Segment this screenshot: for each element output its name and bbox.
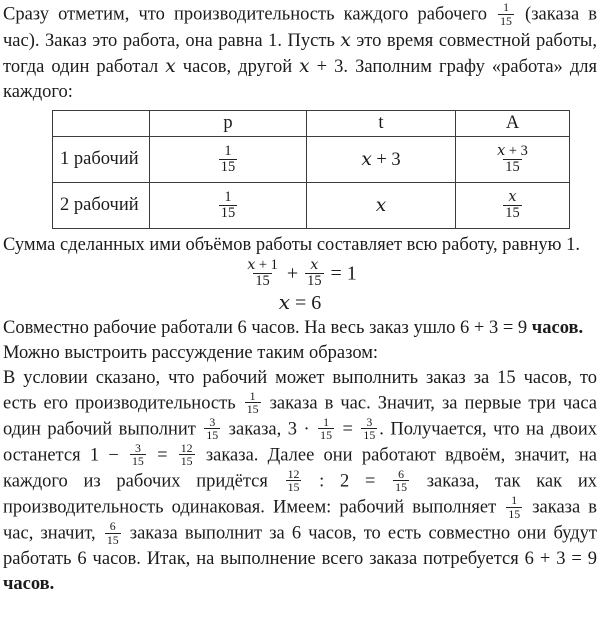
paragraph-sum: Сумма сделанных ими объёмов работы составляет всю работу, равную 1. [3, 235, 580, 256]
table-header-A: A [456, 111, 570, 137]
equation-solution: x = 6 [278, 289, 322, 314]
paragraph-alt-intro: Можно выстроить рассуждение таким образом: [3, 342, 379, 363]
table-header-t: t [307, 111, 456, 137]
work-rate-table [52, 110, 570, 229]
worker2-time: x [307, 183, 456, 229]
paragraph-answer: Совместно рабочие работали 6 часов. На весь заказ ушло 6 + 3 = 9 часов. [3, 317, 584, 338]
table-header-empty [53, 111, 150, 137]
worker1-work: $\frac{x + 3}{15}$ [456, 137, 570, 183]
paragraph-intro: Сразу отметим, что производительность каждого рабочего $\frac{1}{15}$ (заказа в час). Заказ это работа, она равна 1. Пусть x это время совместной работы, тогда один работал x часов, другой x + 3. Заполним графу «работа» для каждого: [3, 0, 598, 103]
worker1-time: x + 3 [307, 137, 456, 183]
equation-main: $\frac{x + 1}{15}$ + $\frac{x}{15}$ = 1 [247, 257, 357, 290]
worker2-work: $\frac{x}{15}$ [456, 183, 570, 229]
table-row-worker1 [53, 137, 570, 183]
worker2-rate: $\frac{1}{15}$ [150, 183, 307, 229]
worker1-label: 1 рабочий [53, 137, 150, 183]
worker1-rate: $\frac{1}{15}$ [150, 137, 307, 183]
paragraph-alt-solution: В условии сказано, что рабочий может выполнить заказ за 15 часов, то есть его производительность $\frac{1}{15}$ заказа в час. Значит, за первые три часа один рабочий выполнит $\frac{3}{15}$ заказа, 3 · $\frac{1}{15}$ = $\frac{3}{15}$ . Получается, что на двоих останется 1 − $\frac{3}{15}$ = $\frac{12}{15}$ заказа. Далее они работают вдвоём, значит, на каждого из рабочих придётся $\frac{12}{15}$ : 2 = $\frac{6}{15}$ заказа, так как их производительность одинаковая. Имеем: рабочий выполняет $\frac{1}{15}$ заказа в час, значит, $\frac{6}{15}$ заказа выполнит за 6 часов, то есть совместно они будут работать 6 часов. Итак, на выполнение всего заказа потребуется 6 + 3 = 9 часов. [3, 367, 598, 595]
worker2-label: 2 рабочий [53, 183, 150, 229]
table-header-p: p [150, 111, 307, 137]
table-row-worker2 [53, 183, 570, 229]
table-header-row [53, 111, 570, 137]
